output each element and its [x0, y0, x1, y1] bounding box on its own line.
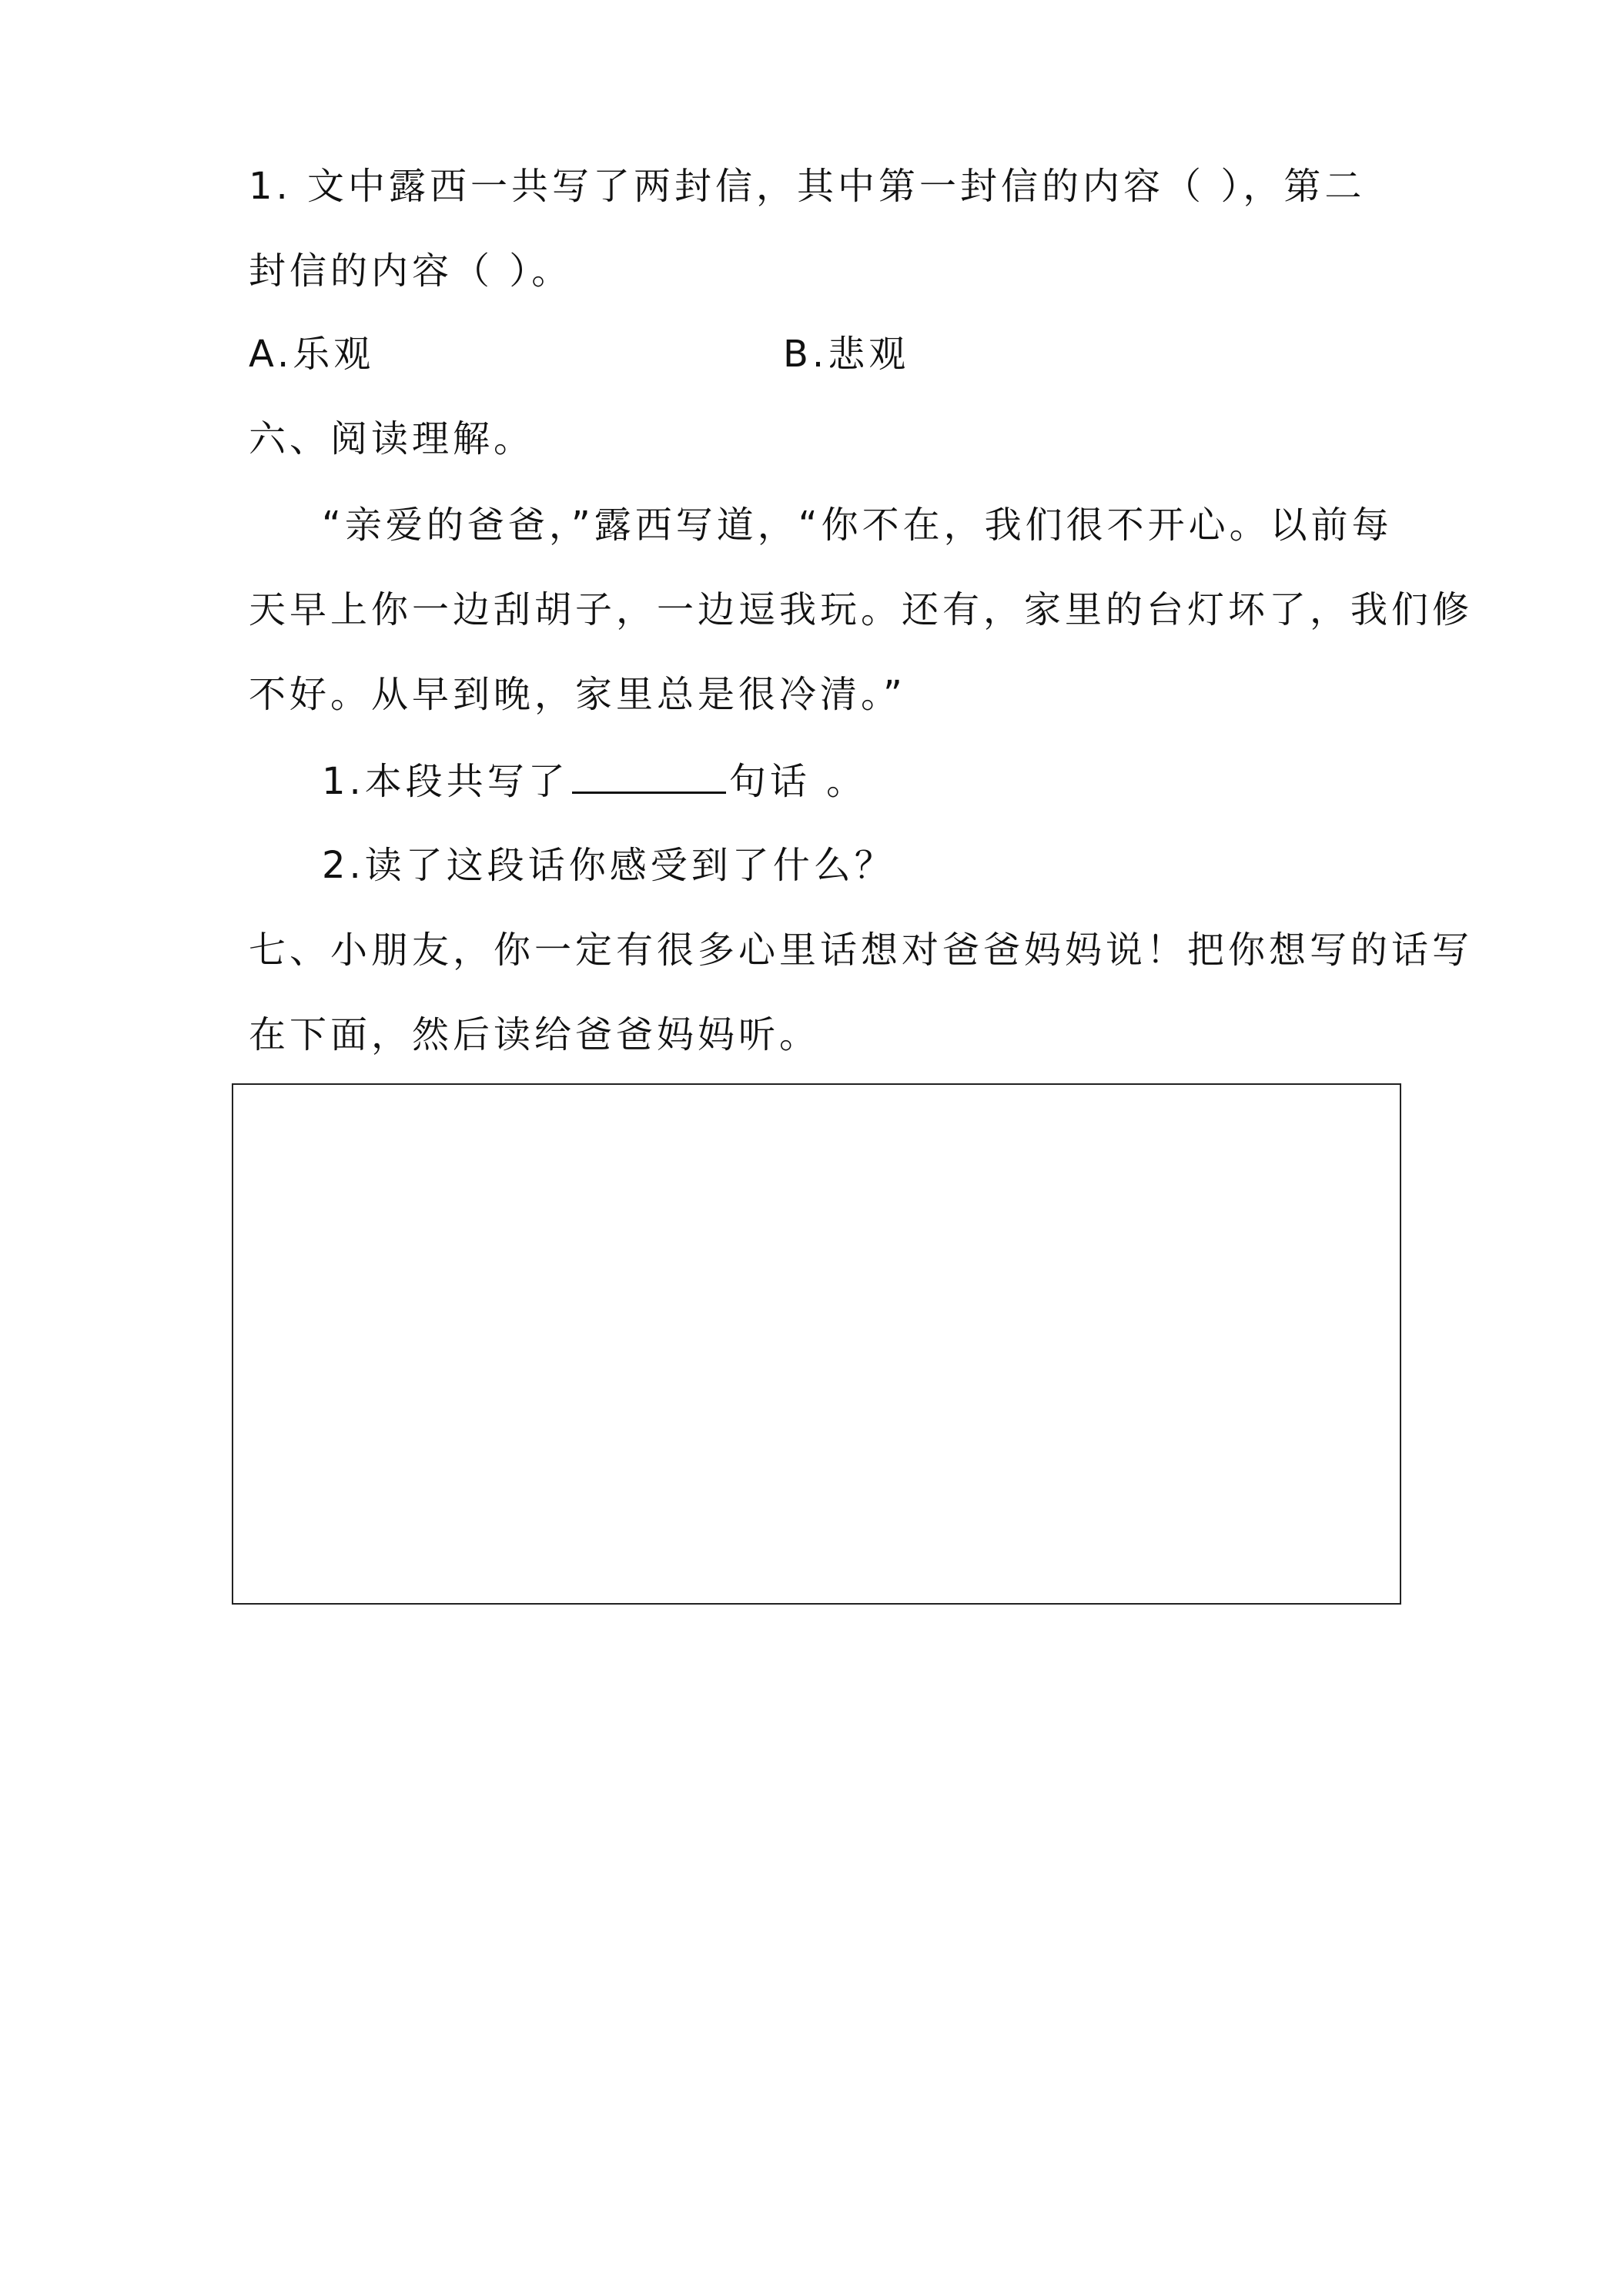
q5-item1-line2: 封信的内容（ ）。	[249, 249, 573, 293]
q6-sub1-suffix: 句话 。	[728, 760, 868, 803]
q6-passage-line1: “亲爱的爸爸，”露西写道，“你不在，我们很不开心。以前每	[322, 504, 1393, 547]
option-a: A.乐观	[249, 333, 375, 376]
q7-heading-line2: 在下面，然后读给爸爸妈妈听。	[249, 1013, 821, 1056]
q6-sub1-prefix: 1.本段共写了	[322, 760, 569, 803]
q6-sub2: 2.读了这段话你感受到了什么？	[322, 844, 895, 887]
q6-sub1	[322, 758, 867, 805]
q6-passage-line3: 不好。从早到晚，家里总是很冷清。”	[249, 673, 906, 716]
q6-heading: 六、阅读理解。	[249, 417, 535, 460]
option-b: B.悲观	[783, 333, 910, 376]
writing-answer-box[interactable]	[232, 1083, 1401, 1605]
q5-item1-line1: 1. 文中露西一共写了两封信，其中第一封信的内容（ ），第二	[249, 165, 1366, 208]
answer-blank[interactable]	[572, 758, 726, 794]
q6-passage-line2: 天早上你一边刮胡子，一边逗我玩。还有，家里的台灯坏了，我们修	[249, 588, 1474, 631]
q7-heading-line1: 七、小朋友，你一定有很多心里话想对爸爸妈妈说！把你想写的话写	[249, 929, 1474, 972]
q5-options	[249, 331, 910, 377]
